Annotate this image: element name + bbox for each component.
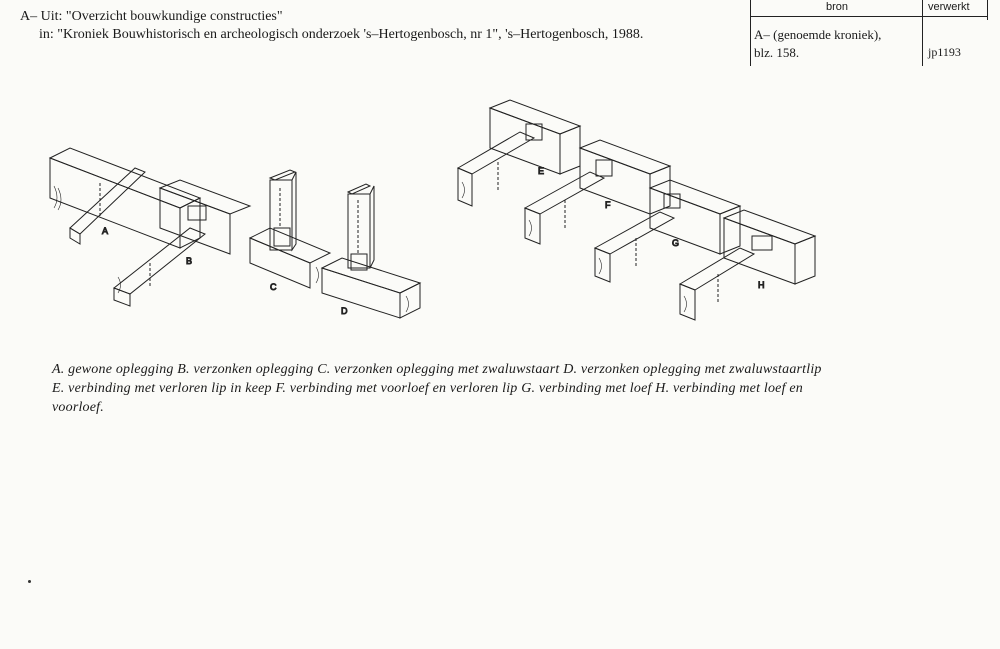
column-header-bron: bron xyxy=(826,1,849,13)
source-citation xyxy=(20,8,643,44)
joint-e-drawing xyxy=(458,100,580,206)
joint-a-drawing xyxy=(50,148,200,248)
source-reference xyxy=(754,26,881,62)
citation-publication: in: "Kroniek Bouwhistorisch en archeologisch onderzoek 's–Hertogenbosch, nr 1", 's–Hertogenbosch, 1988. xyxy=(39,27,644,42)
source-reference-line1: A– (genoemde kroniek), xyxy=(754,27,882,42)
joint-h-drawing xyxy=(680,210,815,320)
joint-d-drawing xyxy=(322,184,420,318)
column-header-verwerkt: verwerkt xyxy=(928,1,970,13)
label-b: B xyxy=(186,256,193,266)
joint-illustrations xyxy=(40,88,840,328)
label-c: C xyxy=(270,282,277,292)
label-f: F xyxy=(605,200,611,210)
joint-b-drawing xyxy=(114,180,250,306)
label-h: H xyxy=(758,280,765,290)
label-d: D xyxy=(341,306,348,316)
source-reference-line2: blz. 158. xyxy=(754,45,800,60)
label-e: E xyxy=(538,166,545,176)
joint-g-drawing xyxy=(595,180,740,282)
label-a: A xyxy=(102,226,109,236)
label-g: G xyxy=(672,238,680,248)
processed-code: jp1193 xyxy=(928,45,961,59)
scan-speck xyxy=(28,580,31,583)
joint-f-drawing xyxy=(525,140,670,244)
joint-c-drawing xyxy=(250,170,330,288)
figure-caption: A. gewone oplegging B. verzonken oplegging C. verzonken oplegging met zwaluwstaart D. verzonken oplegging met zwaluwstaartlip E. verbinding met verloren lip in keep F. verbinding met voorloef en verloren lip G. verbinding met loef H. verbinding met loef en voorloef. xyxy=(52,362,822,415)
citation-title: A– Uit: "Overzicht bouwkundige constructies" xyxy=(20,9,283,24)
reference-table xyxy=(750,0,988,66)
